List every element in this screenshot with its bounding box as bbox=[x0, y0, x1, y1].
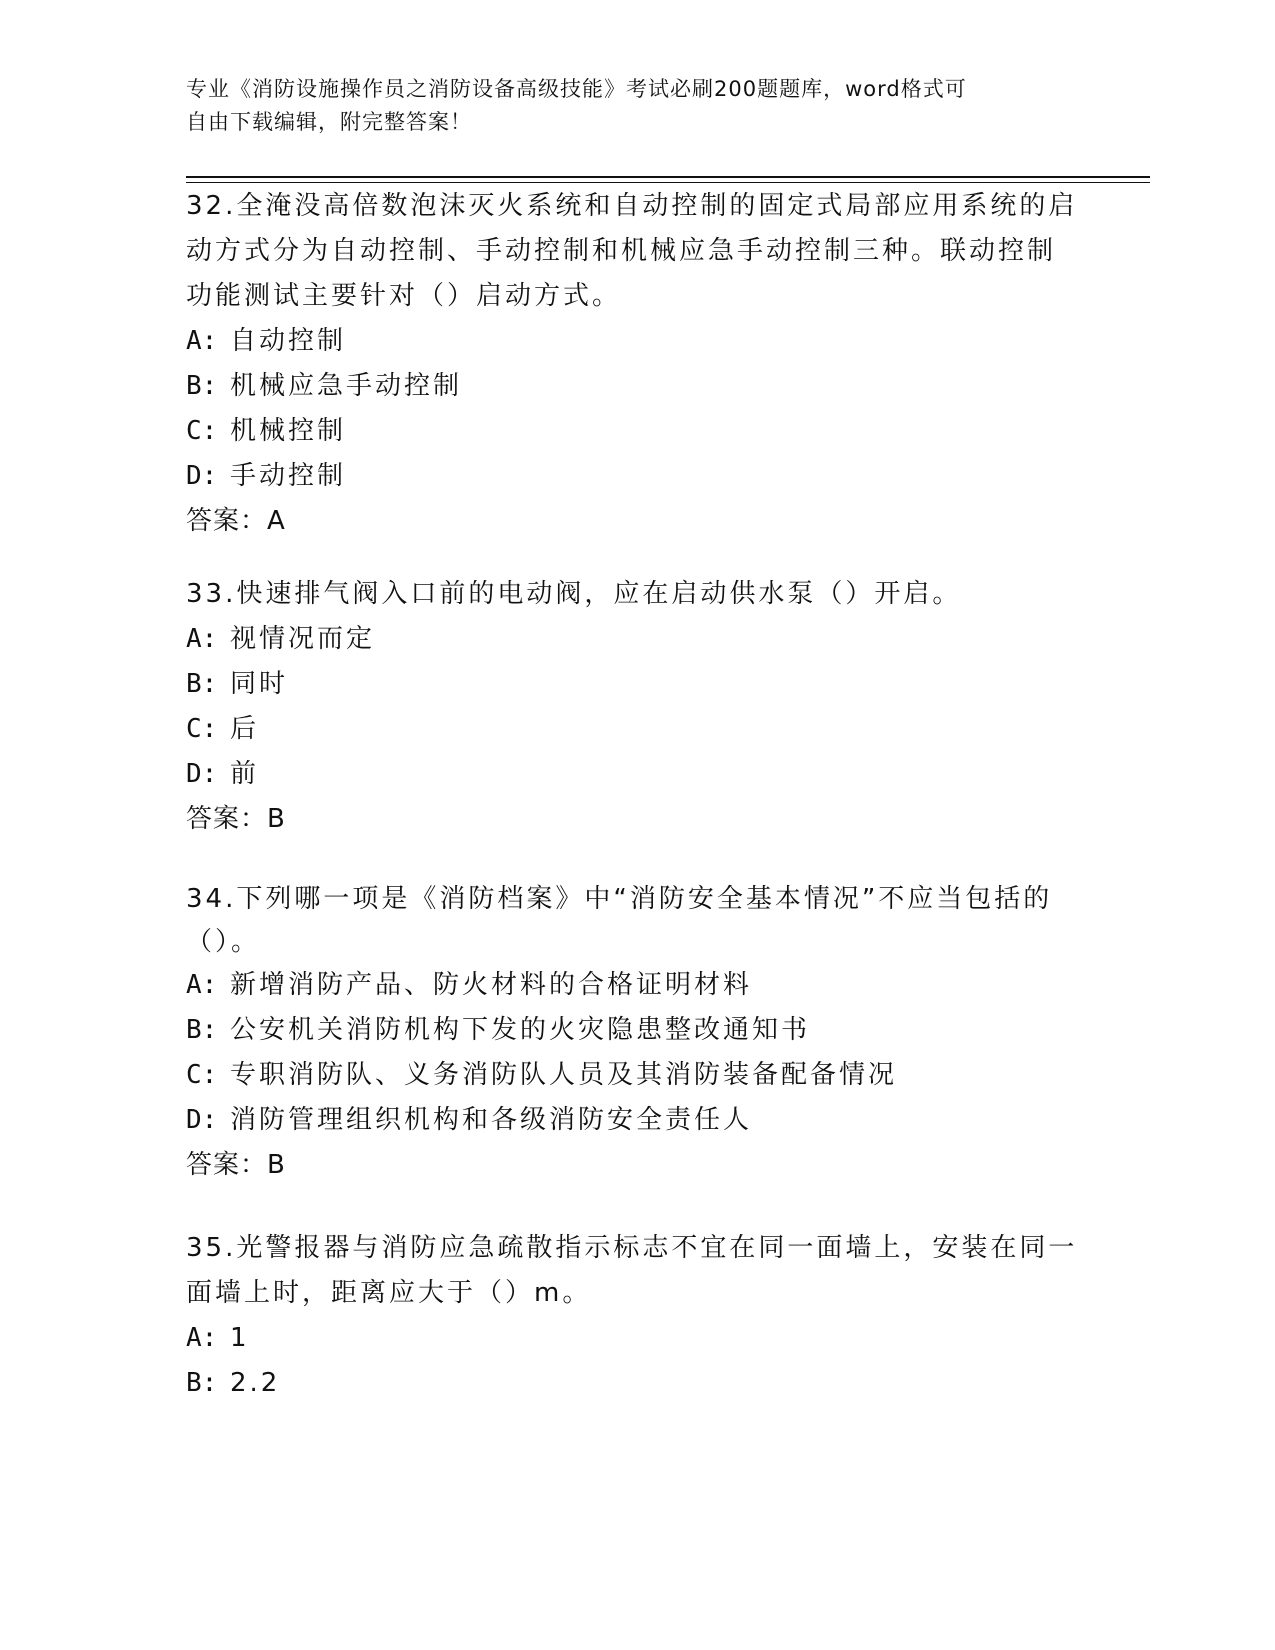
option-text: 机械应急手动控制 bbox=[230, 371, 463, 401]
option-letter: B: bbox=[186, 371, 218, 401]
option-d bbox=[186, 454, 1086, 499]
option-a bbox=[186, 319, 1086, 364]
question-34 bbox=[186, 877, 1086, 1188]
option-d bbox=[186, 752, 1086, 797]
option-a bbox=[186, 617, 1086, 662]
question-stem-line: 35.光警报器与消防应急疏散指示标志不宜在同一面墙上，安装在同一 bbox=[186, 1233, 1078, 1263]
option-letter: A: bbox=[186, 326, 218, 356]
option-letter: B: bbox=[186, 669, 218, 699]
header-divider-thick bbox=[186, 176, 1150, 178]
option-text: 新增消防产品、防火材料的合格证明材料 bbox=[230, 970, 753, 1000]
option-text: 机械控制 bbox=[230, 416, 347, 446]
option-text: 公安机关消防机构下发的火灾隐患整改通知书 bbox=[230, 1015, 811, 1045]
question-stem-line: 面墙上时，距离应大于（）m。 bbox=[186, 1278, 592, 1308]
header-line-2: 自由下载编辑，附完整答案！ bbox=[186, 110, 472, 134]
answer-line: 答案：B bbox=[186, 1150, 286, 1180]
option-letter: A: bbox=[186, 1323, 218, 1353]
option-letter: D: bbox=[186, 1105, 218, 1135]
option-c bbox=[186, 1053, 1086, 1098]
option-b bbox=[186, 1361, 1086, 1406]
question-32 bbox=[186, 184, 1086, 544]
option-letter: D: bbox=[186, 759, 218, 789]
question-stem-line: 动方式分为自动控制、手动控制和机械应急手动控制三种。联动控制 bbox=[186, 236, 1057, 266]
option-a bbox=[186, 1316, 1086, 1361]
option-text: 自动控制 bbox=[230, 326, 347, 356]
option-text: 专职消防队、义务消防队人员及其消防装备配备情况 bbox=[230, 1060, 898, 1090]
option-letter: A: bbox=[186, 624, 218, 654]
option-b bbox=[186, 364, 1086, 409]
answer-line: 答案：B bbox=[186, 804, 286, 834]
header-divider-thin bbox=[186, 182, 1150, 183]
question-35 bbox=[186, 1226, 1086, 1406]
answer-line: 答案：A bbox=[186, 506, 286, 536]
option-d bbox=[186, 1098, 1086, 1143]
question-stem-line: 33.快速排气阀入口前的电动阀，应在启动供水泵（）开启。 bbox=[186, 579, 962, 609]
question-stem-line: 32.全淹没高倍数泡沫灭火系统和自动控制的固定式局部应用系统的启 bbox=[186, 191, 1078, 221]
option-b bbox=[186, 662, 1086, 707]
option-text: 视情况而定 bbox=[230, 624, 376, 654]
option-letter: C: bbox=[186, 1060, 218, 1090]
option-text: 2.2 bbox=[230, 1368, 281, 1398]
option-text: 1 bbox=[230, 1323, 250, 1353]
option-text: 后 bbox=[230, 714, 260, 744]
option-a bbox=[186, 963, 1086, 1008]
option-c bbox=[186, 409, 1086, 454]
option-b bbox=[186, 1008, 1086, 1053]
option-text: 消防管理组织机构和各级消防安全责任人 bbox=[230, 1105, 753, 1135]
option-c bbox=[186, 707, 1086, 752]
document-header bbox=[186, 73, 1086, 139]
question-stem-line: （）。 bbox=[186, 927, 261, 957]
option-letter: D: bbox=[186, 461, 218, 491]
question-33 bbox=[186, 572, 1086, 842]
header-line-1: 专业《消防设施操作员之消防设备高级技能》考试必刷200题题库，word格式可 bbox=[186, 77, 967, 101]
option-letter: B: bbox=[186, 1015, 218, 1045]
option-letter: C: bbox=[186, 416, 218, 446]
option-letter: A: bbox=[186, 970, 218, 1000]
option-text: 手动控制 bbox=[230, 461, 347, 491]
question-stem-line: 34.下列哪一项是《消防档案》中“消防安全基本情况”不应当包括的 bbox=[186, 884, 1053, 914]
option-letter: C: bbox=[186, 714, 218, 744]
option-text: 同时 bbox=[230, 669, 289, 699]
option-letter: B: bbox=[186, 1368, 218, 1398]
question-stem-line: 功能测试主要针对（）启动方式。 bbox=[186, 281, 622, 311]
option-text: 前 bbox=[230, 759, 260, 789]
